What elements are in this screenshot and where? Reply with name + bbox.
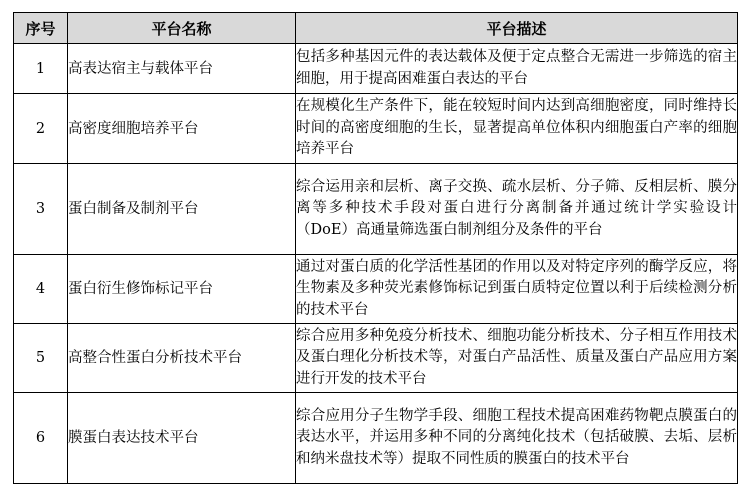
platform-name: 高密度细胞培养平台	[68, 94, 296, 164]
platform-description: 综合运用亲和层析、离子交换、疏水层析、分子筛、反相层析、膜分离等多种技术手段对蛋白进行分离制备并通过统计学实验设计（DoE）高通量筛选蛋白制剂组分及条件的平台	[296, 164, 738, 255]
row-number: 4	[14, 255, 68, 324]
header-name: 平台名称	[68, 13, 296, 44]
table-row	[14, 164, 738, 255]
platform-name: 蛋白衍生修饰标记平台	[68, 255, 296, 324]
platform-name: 膜蛋白表达技术平台	[68, 393, 296, 484]
platform-description: 综合应用多种免疫分析技术、细胞功能分析技术、分子相互作用技术及蛋白理化分析技术等，对蛋白产品活性、质量及蛋白产品应用方案进行开发的技术平台	[296, 324, 738, 393]
platform-description: 通过对蛋白质的化学活性基团的作用以及对特定序列的酶学反应，将生物素及多种荧光素修饰标记到蛋白质特定位置以利于后续检测分析的技术平台	[296, 255, 738, 324]
row-number: 6	[14, 393, 68, 484]
row-number: 1	[14, 44, 68, 94]
header-desc: 平台描述	[296, 13, 738, 44]
platform-description: 在规模化生产条件下，能在较短时间内达到高细胞密度，同时维持长时间的高密度细胞的生长，显著提高单位体积内细胞蛋白产率的细胞培养平台	[296, 94, 738, 164]
table-row	[14, 255, 738, 324]
platform-description: 包括多种基因元件的表达载体及便于定点整合无需进一步筛选的宿主细胞，用于提高困难蛋白表达的平台	[296, 44, 738, 94]
row-number: 5	[14, 324, 68, 393]
platform-name: 高整合性蛋白分析技术平台	[68, 324, 296, 393]
table-row	[14, 393, 738, 484]
row-number: 2	[14, 94, 68, 164]
platform-description: 综合应用分子生物学手段、细胞工程技术提高困难药物靶点膜蛋白的表达水平，并运用多种不同的分离纯化技术（包括破膜、去垢、层析和纳米盘技术等）提取不同性质的膜蛋白的技术平台	[296, 393, 738, 484]
row-number: 3	[14, 164, 68, 255]
platform-name: 高表达宿主与载体平台	[68, 44, 296, 94]
table-row	[14, 44, 738, 94]
table-header-row	[14, 13, 738, 44]
table-row	[14, 94, 738, 164]
table-row	[14, 324, 738, 393]
platform-table	[13, 12, 738, 484]
header-no: 序号	[14, 13, 68, 44]
platform-name: 蛋白制备及制剂平台	[68, 164, 296, 255]
